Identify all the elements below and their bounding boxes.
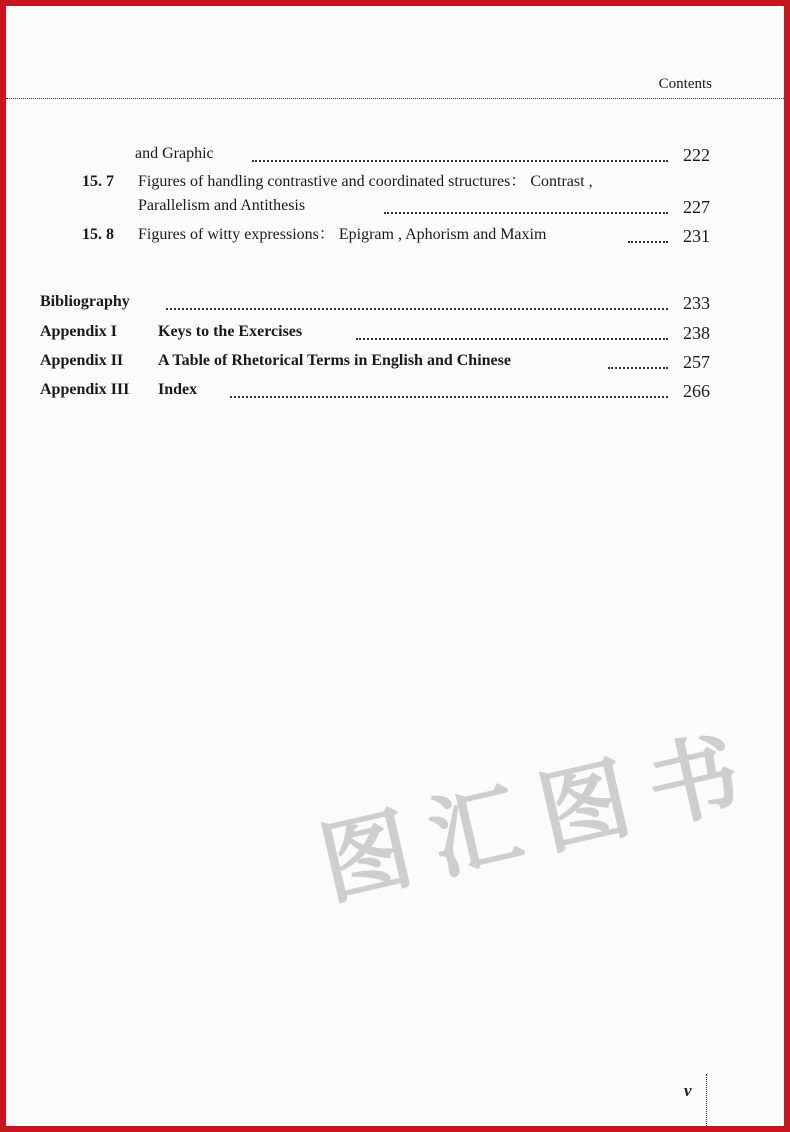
page-number: 238 [683,323,710,343]
toc-back-matter-entry [6,380,784,400]
page-number: 227 [683,197,710,217]
dot-leader [628,241,668,243]
toc-entry [6,144,784,164]
dot-leader [230,396,668,398]
folio-page-number: v [684,1081,692,1100]
entry-title: Index [158,381,198,398]
entry-label: Appendix III [40,381,130,398]
page-number: 231 [683,226,710,246]
dot-leader [608,367,668,369]
toc-back-matter-entry [6,351,784,371]
watermark: 图汇图书 [310,715,771,919]
entry-title: Parallelism and Antithesis [138,197,306,214]
section-number: 15. 8 [82,226,114,243]
toc-entry [6,225,784,245]
page-number: 233 [683,293,710,313]
toc-entry [6,172,784,192]
page-number: 222 [683,145,710,165]
entry-label: Appendix I [40,323,117,340]
header-rule [6,98,784,99]
dot-leader [252,160,668,162]
dot-leader [384,212,668,214]
entry-label: Appendix II [40,352,124,369]
section-number: 15. 7 [82,173,114,190]
entry-title: and Graphic [135,145,214,162]
entry-label: Bibliography [40,293,130,310]
dot-leader [166,308,668,310]
toc-back-matter-entry [6,292,784,312]
toc-back-matter-entry [6,322,784,342]
running-head: Contents [658,76,712,92]
book-page [6,6,784,1126]
entry-title: Figures of witty expressions： Epigram , Aphorism and Maxim [138,226,547,243]
entry-title: A Table of Rhetorical Terms in English and Chinese [158,352,511,369]
folio-rule [706,1074,707,1126]
toc-entry-continued [6,196,784,216]
entry-title: Keys to the Exercises [158,323,303,340]
entry-title: Figures of handling contrastive and coordinated structures： Contrast , [138,173,593,190]
dot-leader [356,338,668,340]
page-number: 257 [683,352,710,372]
page-number: 266 [683,381,710,401]
